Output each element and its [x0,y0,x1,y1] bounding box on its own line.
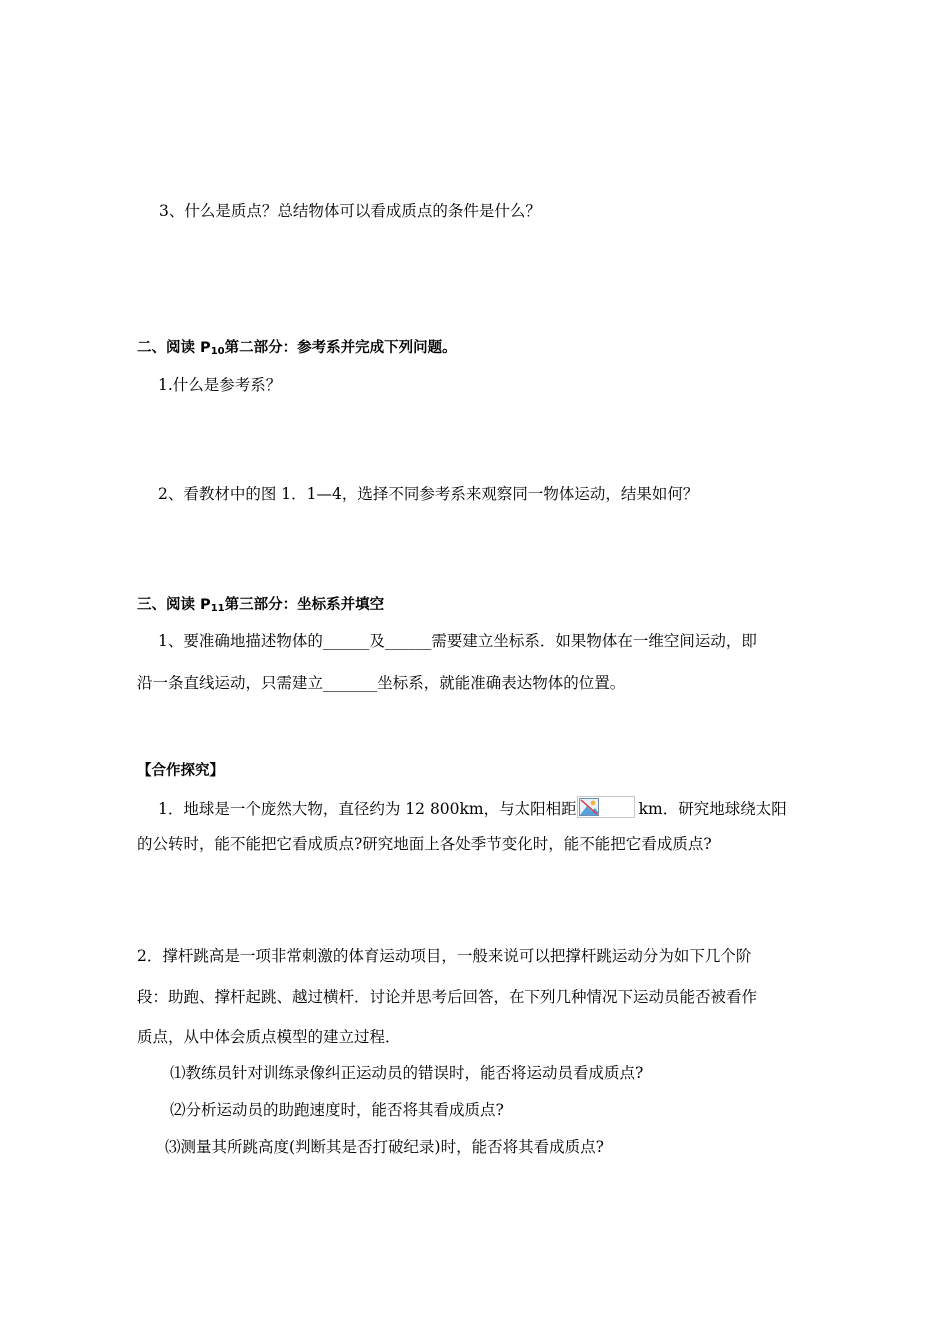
section-3-heading-sub: 11 [210,603,225,614]
cooperate-p1-line-1 [158,796,787,819]
cooperate-p1-line-1-pre: 1．地球是一个庞然大物，直径约为 12 800km，与太阳相距 [158,800,577,818]
section-3-heading [137,595,384,619]
cooperate-heading: 【合作探究】 [137,763,224,779]
question-3: 3、什么是质点？总结物体可以看成质点的条件是什么？ [159,202,541,220]
section-2-heading-pre: 二、阅读 P [137,340,211,356]
section-2-question-2: 2、看教材中的图 1．1—4，选择不同参考系来观察同一物体运动，结果如何？ [158,485,699,503]
cooperate-sub-2: ⑵分析运动员的助跑速度时，能否将其看成质点? [170,1101,504,1119]
cooperate-sub-1: ⑴教练员针对训练录像纠正运动员的错误时，能否将运动员看成质点? [170,1064,644,1082]
section-3-question-1-line-1: 1、要准确地描述物体的______及______需要建立坐标系．如果物体在一维空间运动，即 [158,632,757,650]
cooperate-sub-3: ⑶测量其所跳高度(判断其是否打破纪录)时，能否将其看成质点? [165,1138,604,1156]
section-3-heading-post: 第三部分：坐标系并填空 [224,597,385,613]
section-2-heading [137,338,457,362]
section-3-heading-pre: 三、阅读 P [137,597,211,613]
cooperate-p2-line-2: 段：助跑、撑杆起跳、越过横杆．讨论并思考后回答，在下列几种情况下运动员能否被看作 [137,988,758,1006]
cooperate-p2-line-3: 质点，从中体会质点模型的建立过程． [137,1028,401,1046]
section-3-question-1-line-2: 沿一条直线运动，只需建立_______坐标系，就能准确表达物体的位置。 [137,674,626,692]
broken-image-icon [577,796,635,818]
cooperate-p2-line-1: 2．撑杆跳高是一项非常刺激的体育运动项目，一般来说可以把撑杆跳运动分为如下几个阶 [137,947,752,965]
section-2-heading-post: 第二部分：参考系并完成下列问题。 [224,340,457,356]
section-2-question-1: 1.什么是参考系？ [158,376,282,394]
section-2-heading-sub: 10 [210,346,225,357]
cooperate-p1-line-1-post: km．研究地球绕太阳 [638,800,787,818]
cooperate-p1-line-2: 的公转时，能不能把它看成质点?研究地面上各处季节变化时，能不能把它看成质点? [137,835,712,853]
